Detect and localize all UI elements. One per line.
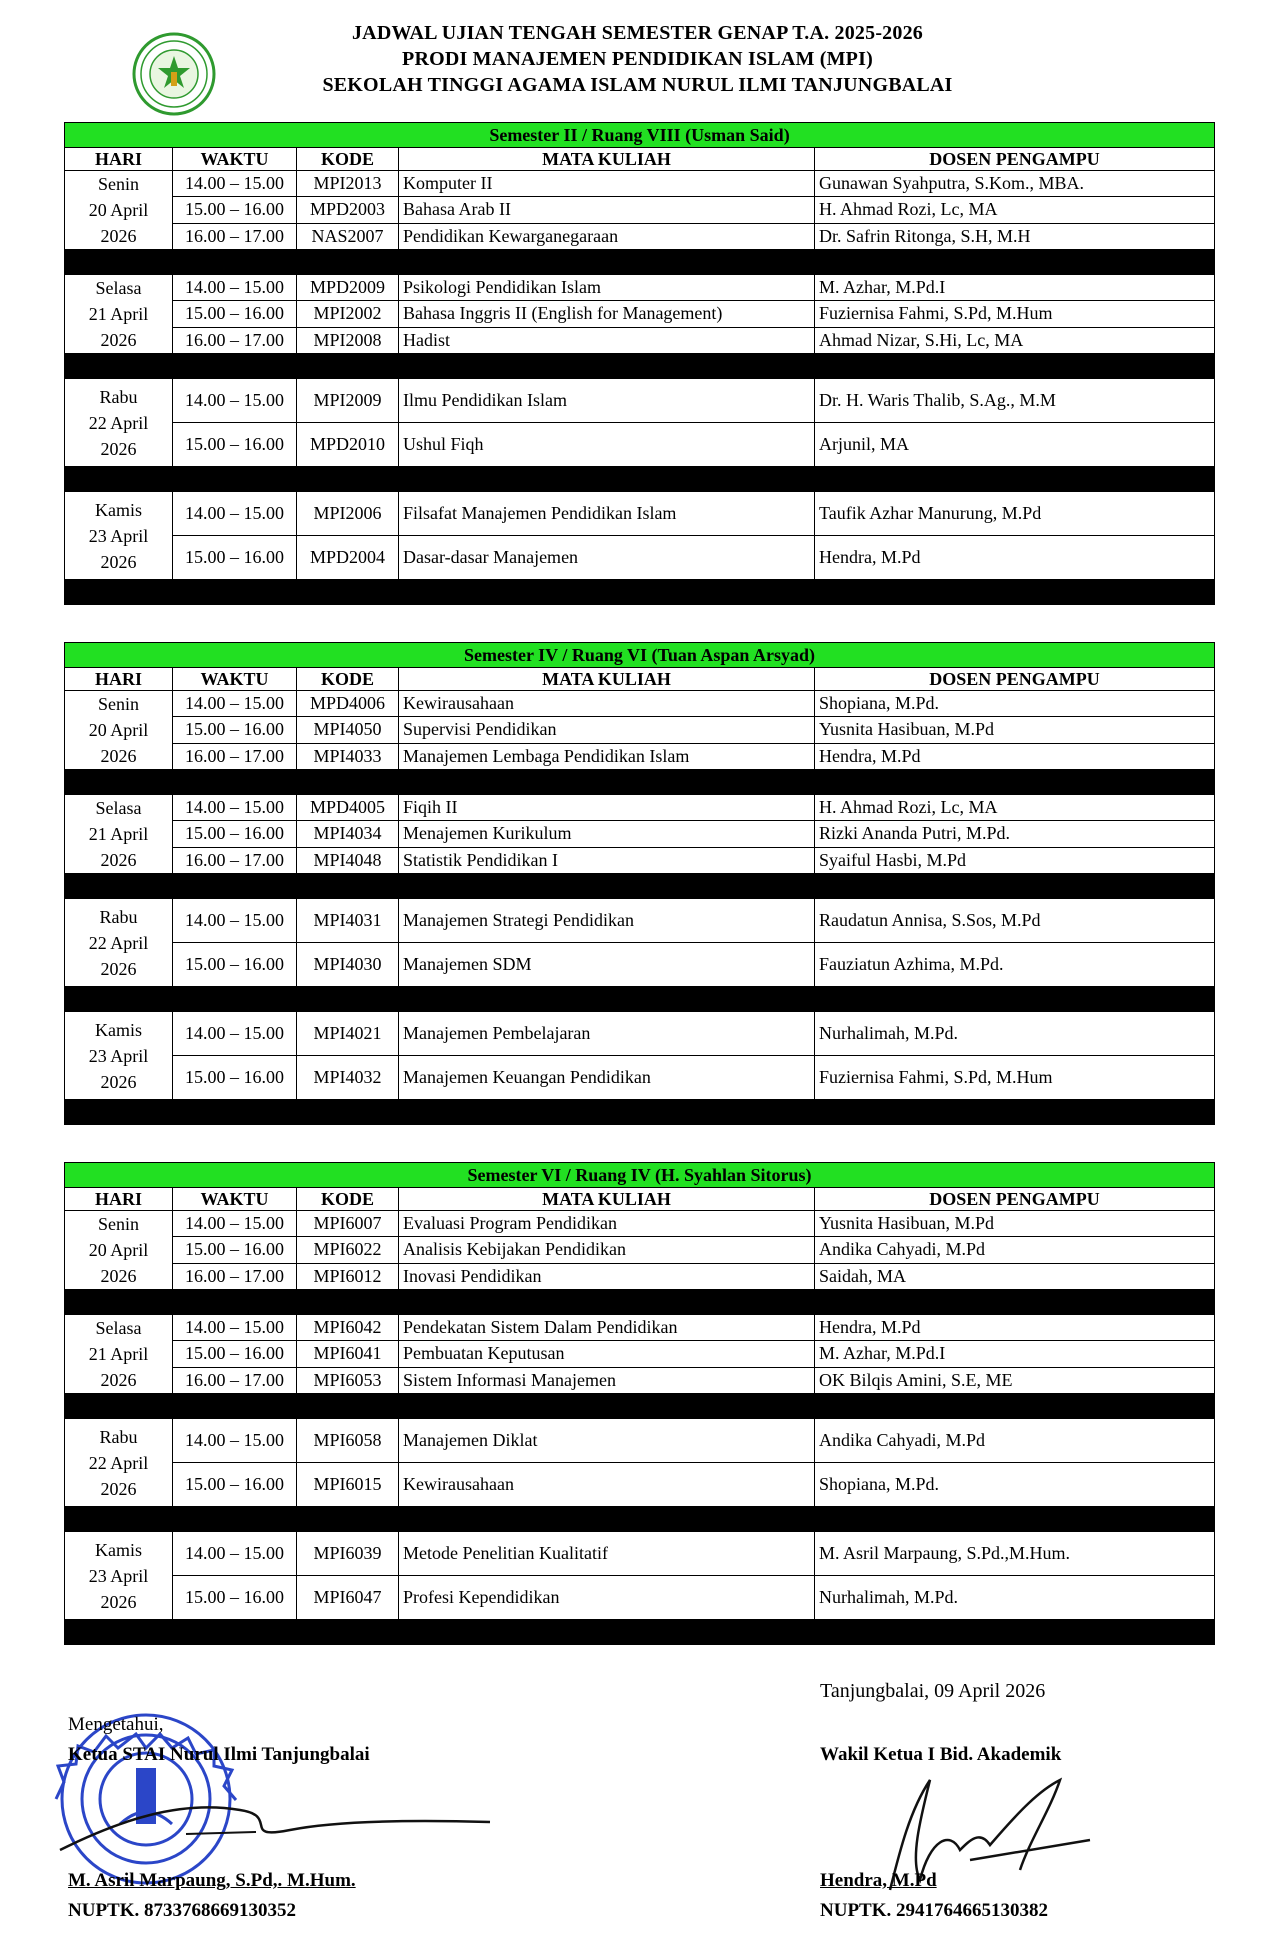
separator-bar [65,770,1215,795]
code-cell: MPI4021 [297,1012,399,1056]
table-row [65,1341,1215,1367]
lecturer-cell: Rizki Ananda Putri, M.Pd. [815,821,1215,847]
lecturer-cell: H. Ahmad Rozi, Lc, MA [815,795,1215,821]
day-label: 23 April [88,1565,149,1586]
left-handwritten-signature [40,1760,500,1870]
day-label: Selasa [95,1318,142,1338]
table-row [65,1012,1215,1056]
day-label: Rabu [99,386,138,407]
lecturer-cell: Andika Cahyadi, M.Pd [815,1419,1215,1463]
day-cell [65,691,173,770]
day-label: 22 April [88,1452,149,1473]
day-separator [65,1100,1215,1125]
lecturer-cell: Ahmad Nizar, S.Hi, Lc, MA [815,327,1215,353]
course-cell: Manajemen Strategi Pendidikan [399,899,815,943]
table-row [65,1263,1215,1289]
left-signer-name: M. Asril Marpaung, S.Pd,. M.Hum. [68,1870,356,1891]
signature-area [0,1660,1275,1950]
time-cell: 14.00 – 15.00 [173,379,297,423]
column-header: MATA KULIAH [399,668,815,691]
code-cell: MPI6012 [297,1263,399,1289]
time-cell: 14.00 – 15.00 [173,275,297,301]
code-cell: MPI2013 [297,171,399,197]
time-cell: 15.00 – 16.00 [173,423,297,467]
day-separator [65,874,1215,899]
lecturer-cell: Hendra, M.Pd [815,536,1215,580]
time-cell: 16.00 – 17.00 [173,327,297,353]
table-row [65,847,1215,873]
semester-title: Semester IV / Ruang VI (Tuan Aspan Arsyad) [65,643,1215,668]
column-header: KODE [297,148,399,171]
time-cell: 14.00 – 15.00 [173,492,297,536]
day-label: 2026 [100,1370,137,1390]
day-separator [65,1507,1215,1532]
day-separator [65,250,1215,275]
column-header: WAKTU [173,148,297,171]
time-cell: 16.00 – 17.00 [173,743,297,769]
time-cell: 15.00 – 16.00 [173,821,297,847]
column-header: DOSEN PENGAMPU [815,1188,1215,1211]
table-row [65,171,1215,197]
table-row [65,1463,1215,1507]
course-cell: Supervisi Pendidikan [399,717,815,743]
course-cell: Bahasa Arab II [399,197,815,223]
title-line-3: SEKOLAH TINGGI AGAMA ISLAM NURUL ILMI TANJUNGBALAI [322,74,953,96]
lecturer-cell: H. Ahmad Rozi, Lc, MA [815,197,1215,223]
day-cell [65,492,173,580]
day-cell [65,379,173,467]
right-signer-id: NUPTK. 2941764665130382 [820,1900,1048,1921]
day-cell [65,899,173,987]
day-cell [65,171,173,250]
day-label: Rabu [99,1426,138,1447]
course-cell: Sistem Informasi Manajemen [399,1367,815,1393]
separator-bar [65,1100,1215,1125]
time-cell: 15.00 – 16.00 [173,1463,297,1507]
lecturer-cell: Fuziernisa Fahmi, S.Pd, M.Hum [815,1056,1215,1100]
code-cell: MPD4005 [297,795,399,821]
day-separator [65,1394,1215,1419]
lecturer-cell: Raudatun Annisa, S.Sos, M.Pd [815,899,1215,943]
code-cell: MPI6042 [297,1315,399,1341]
left-signer-title: Ketua STAI Nurul Ilmi Tanjungbalai [68,1744,370,1765]
day-separator [65,1290,1215,1315]
day-cell [65,1419,173,1507]
course-cell: Statistik Pendidikan I [399,847,815,873]
time-cell: 15.00 – 16.00 [173,197,297,223]
day-label: 22 April [88,412,149,433]
course-cell: Komputer II [399,171,815,197]
code-cell: MPI4030 [297,943,399,987]
lecturer-cell: Gunawan Syahputra, S.Kom., MBA. [815,171,1215,197]
time-cell: 15.00 – 16.00 [173,717,297,743]
right-signer-name: Hendra, M.Pd [820,1870,937,1891]
code-cell: MPI2006 [297,492,399,536]
code-cell: MPD2010 [297,423,399,467]
column-header: MATA KULIAH [399,148,815,171]
lecturer-cell: OK Bilqis Amini, S.E, ME [815,1367,1215,1393]
column-header: KODE [297,668,399,691]
course-cell: Manajemen Keuangan Pendidikan [399,1056,815,1100]
day-label: 2026 [100,438,137,459]
day-label: 23 April [88,1045,149,1066]
lecturer-cell: Andika Cahyadi, M.Pd [815,1237,1215,1263]
table-row [65,223,1215,249]
day-label: Kamis [95,499,142,520]
separator-bar [65,1507,1215,1532]
day-separator [65,467,1215,492]
day-label: 2026 [100,1266,137,1286]
course-cell: Profesi Kependidikan [399,1576,815,1620]
course-cell: Analisis Kebijakan Pendidikan [399,1237,815,1263]
lecturer-cell: Fauziatun Azhima, M.Pd. [815,943,1215,987]
course-cell: Kewirausahaan [399,1463,815,1507]
day-label: 20 April [88,720,149,740]
course-cell: Pendekatan Sistem Dalam Pendidikan [399,1315,815,1341]
day-cell [65,1012,173,1100]
table-row [65,197,1215,223]
table-row [65,1419,1215,1463]
time-cell: 15.00 – 16.00 [173,1056,297,1100]
lecturer-cell: Shopiana, M.Pd. [815,1463,1215,1507]
table-row [65,821,1215,847]
code-cell: MPI2009 [297,379,399,423]
code-cell: MPI4048 [297,847,399,873]
course-cell: Ilmu Pendidikan Islam [399,379,815,423]
separator-bar [65,467,1215,492]
separator-bar [65,987,1215,1012]
code-cell: MPI2008 [297,327,399,353]
time-cell: 15.00 – 16.00 [173,1576,297,1620]
lecturer-cell: Hendra, M.Pd [815,743,1215,769]
time-cell: 15.00 – 16.00 [173,536,297,580]
separator-bar [65,580,1215,605]
code-cell: MPI4034 [297,821,399,847]
day-label: Senin [97,174,139,194]
table-row [65,327,1215,353]
lecturer-cell: Yusnita Hasibuan, M.Pd [815,717,1215,743]
course-cell: Manajemen Lembaga Pendidikan Islam [399,743,815,769]
time-cell: 15.00 – 16.00 [173,1237,297,1263]
course-cell: Metode Penelitian Kualitatif [399,1532,815,1576]
course-cell: Pendidikan Kewarganegaraan [399,223,815,249]
day-label: 2026 [100,958,137,979]
table-row [65,691,1215,717]
day-label: Selasa [95,798,142,818]
day-label: 20 April [88,200,149,220]
time-cell: 14.00 – 15.00 [173,691,297,717]
time-cell: 15.00 – 16.00 [173,943,297,987]
day-label: 2026 [100,226,137,246]
code-cell: MPD4006 [297,691,399,717]
day-label: Kamis [95,1539,142,1560]
day-label: Selasa [95,278,142,298]
day-label: 2026 [100,850,137,870]
lecturer-cell: Dr. H. Waris Thalib, S.Ag., M.M [815,379,1215,423]
table-row [65,943,1215,987]
lecturer-cell: M. Asril Marpaung, S.Pd.,M.Hum. [815,1532,1215,1576]
right-signer-title: Wakil Ketua I Bid. Akademik [820,1744,1062,1765]
time-cell: 16.00 – 17.00 [173,1367,297,1393]
day-label: 2026 [100,551,137,572]
left-caption: Mengetahui, [68,1714,164,1735]
course-cell: Psikologi Pendidikan Islam [399,275,815,301]
course-cell: Manajemen SDM [399,943,815,987]
code-cell: MPD2009 [297,275,399,301]
column-header: DOSEN PENGAMPU [815,148,1215,171]
lecturer-cell: Taufik Azhar Manurung, M.Pd [815,492,1215,536]
course-cell: Menajemen Kurikulum [399,821,815,847]
time-cell: 14.00 – 15.00 [173,1419,297,1463]
time-cell: 16.00 – 17.00 [173,847,297,873]
time-cell: 14.00 – 15.00 [173,1012,297,1056]
semester-title: Semester II / Ruang VIII (Usman Said) [65,123,1215,148]
place-date: Tanjungbalai, 09 April 2026 [820,1680,1046,1702]
column-header: WAKTU [173,668,297,691]
course-cell: Fiqih II [399,795,815,821]
lecturer-cell: Arjunil, MA [815,423,1215,467]
day-cell [65,1315,173,1394]
course-cell: Filsafat Manajemen Pendidikan Islam [399,492,815,536]
table-row [65,795,1215,821]
course-cell: Ushul Fiqh [399,423,815,467]
day-label: 21 April [88,304,149,324]
title-line-2: PRODI MANAJEMEN PENDIDIKAN ISLAM (MPI) [402,48,873,70]
time-cell: 16.00 – 17.00 [173,223,297,249]
course-cell: Bahasa Inggris II (English for Management) [399,301,815,327]
lecturer-cell: Yusnita Hasibuan, M.Pd [815,1211,1215,1237]
day-separator [65,1620,1215,1645]
code-cell: MPI6058 [297,1419,399,1463]
code-cell: MPI4033 [297,743,399,769]
table-row [65,379,1215,423]
separator-bar [65,354,1215,379]
code-cell: MPI6053 [297,1367,399,1393]
course-cell: Kewirausahaan [399,691,815,717]
day-separator [65,580,1215,605]
day-label: Senin [97,1214,139,1234]
course-cell: Evaluasi Program Pendidikan [399,1211,815,1237]
table-row [65,1532,1215,1576]
table-row [65,1056,1215,1100]
day-label: 23 April [88,525,149,546]
separator-bar [65,874,1215,899]
course-cell: Inovasi Pendidikan [399,1263,815,1289]
code-cell: MPI6007 [297,1211,399,1237]
table-row [65,1367,1215,1393]
column-header: HARI [65,148,173,171]
day-separator [65,987,1215,1012]
separator-bar [65,1394,1215,1419]
course-cell: Hadist [399,327,815,353]
course-cell: Manajemen Pembelajaran [399,1012,815,1056]
table-row [65,717,1215,743]
day-label: 2026 [100,1071,137,1092]
code-cell: MPI6041 [297,1341,399,1367]
table-row [65,1211,1215,1237]
day-label: 2026 [100,746,137,766]
day-label: 21 April [88,1344,149,1364]
code-cell: MPI6022 [297,1237,399,1263]
lecturer-cell: Hendra, M.Pd [815,1315,1215,1341]
lecturer-cell: Saidah, MA [815,1263,1215,1289]
code-cell: MPD2003 [297,197,399,223]
lecturer-cell: M. Azhar, M.Pd.I [815,275,1215,301]
table-row [65,492,1215,536]
day-label: Rabu [99,906,138,927]
separator-bar [65,1620,1215,1645]
schedule-table [64,1162,1215,1645]
lecturer-cell: Syaiful Hasbi, M.Pd [815,847,1215,873]
day-cell [65,275,173,354]
left-signer-id: NUPTK. 8733768669130352 [68,1900,296,1921]
column-header: KODE [297,1188,399,1211]
table-row [65,1576,1215,1620]
day-label: 2026 [100,1478,137,1499]
day-separator [65,770,1215,795]
code-cell: MPI6047 [297,1576,399,1620]
day-label: 20 April [88,1240,149,1260]
day-separator [65,354,1215,379]
course-cell: Manajemen Diklat [399,1419,815,1463]
table-row [65,1315,1215,1341]
title-line-1: JADWAL UJIAN TENGAH SEMESTER GENAP T.A. 2025-2026 [351,22,923,44]
day-label: 22 April [88,932,149,953]
table-row [65,536,1215,580]
table-row [65,1237,1215,1263]
lecturer-cell: Shopiana, M.Pd. [815,691,1215,717]
document-header [0,14,1275,104]
lecturer-cell: Nurhalimah, M.Pd. [815,1012,1215,1056]
course-cell: Dasar-dasar Manajemen [399,536,815,580]
day-label: Kamis [95,1019,142,1040]
day-cell [65,1532,173,1620]
time-cell: 15.00 – 16.00 [173,1341,297,1367]
table-row [65,275,1215,301]
time-cell: 14.00 – 15.00 [173,899,297,943]
code-cell: MPI6015 [297,1463,399,1507]
lecturer-cell: Nurhalimah, M.Pd. [815,1576,1215,1620]
column-header: HARI [65,1188,173,1211]
time-cell: 14.00 – 15.00 [173,1532,297,1576]
time-cell: 14.00 – 15.00 [173,1211,297,1237]
lecturer-cell: Dr. Safrin Ritonga, S.H, M.H [815,223,1215,249]
code-cell: MPI4031 [297,899,399,943]
day-cell [65,1211,173,1290]
table-row [65,743,1215,769]
table-row [65,899,1215,943]
table-row [65,301,1215,327]
schedule-table [64,122,1215,605]
course-cell: Pembuatan Keputusan [399,1341,815,1367]
lecturer-cell: Fuziernisa Fahmi, S.Pd, M.Hum [815,301,1215,327]
day-label: Senin [97,694,139,714]
schedule-table [64,642,1215,1125]
time-cell: 14.00 – 15.00 [173,795,297,821]
code-cell: MPI4050 [297,717,399,743]
code-cell: MPI4032 [297,1056,399,1100]
code-cell: MPI6039 [297,1532,399,1576]
time-cell: 14.00 – 15.00 [173,171,297,197]
time-cell: 16.00 – 17.00 [173,1263,297,1289]
code-cell: MPI2002 [297,301,399,327]
separator-bar [65,1290,1215,1315]
day-label: 21 April [88,824,149,844]
column-header: WAKTU [173,1188,297,1211]
day-label: 2026 [100,1591,137,1612]
column-header: DOSEN PENGAMPU [815,668,1215,691]
table-row [65,423,1215,467]
separator-bar [65,250,1215,275]
semester-title: Semester VI / Ruang IV (H. Syahlan Sitorus) [65,1163,1215,1188]
code-cell: MPD2004 [297,536,399,580]
column-header: MATA KULIAH [399,1188,815,1211]
column-header: HARI [65,668,173,691]
time-cell: 15.00 – 16.00 [173,301,297,327]
day-cell [65,795,173,874]
day-label: 2026 [100,330,137,350]
lecturer-cell: M. Azhar, M.Pd.I [815,1341,1215,1367]
code-cell: NAS2007 [297,223,399,249]
time-cell: 14.00 – 15.00 [173,1315,297,1341]
